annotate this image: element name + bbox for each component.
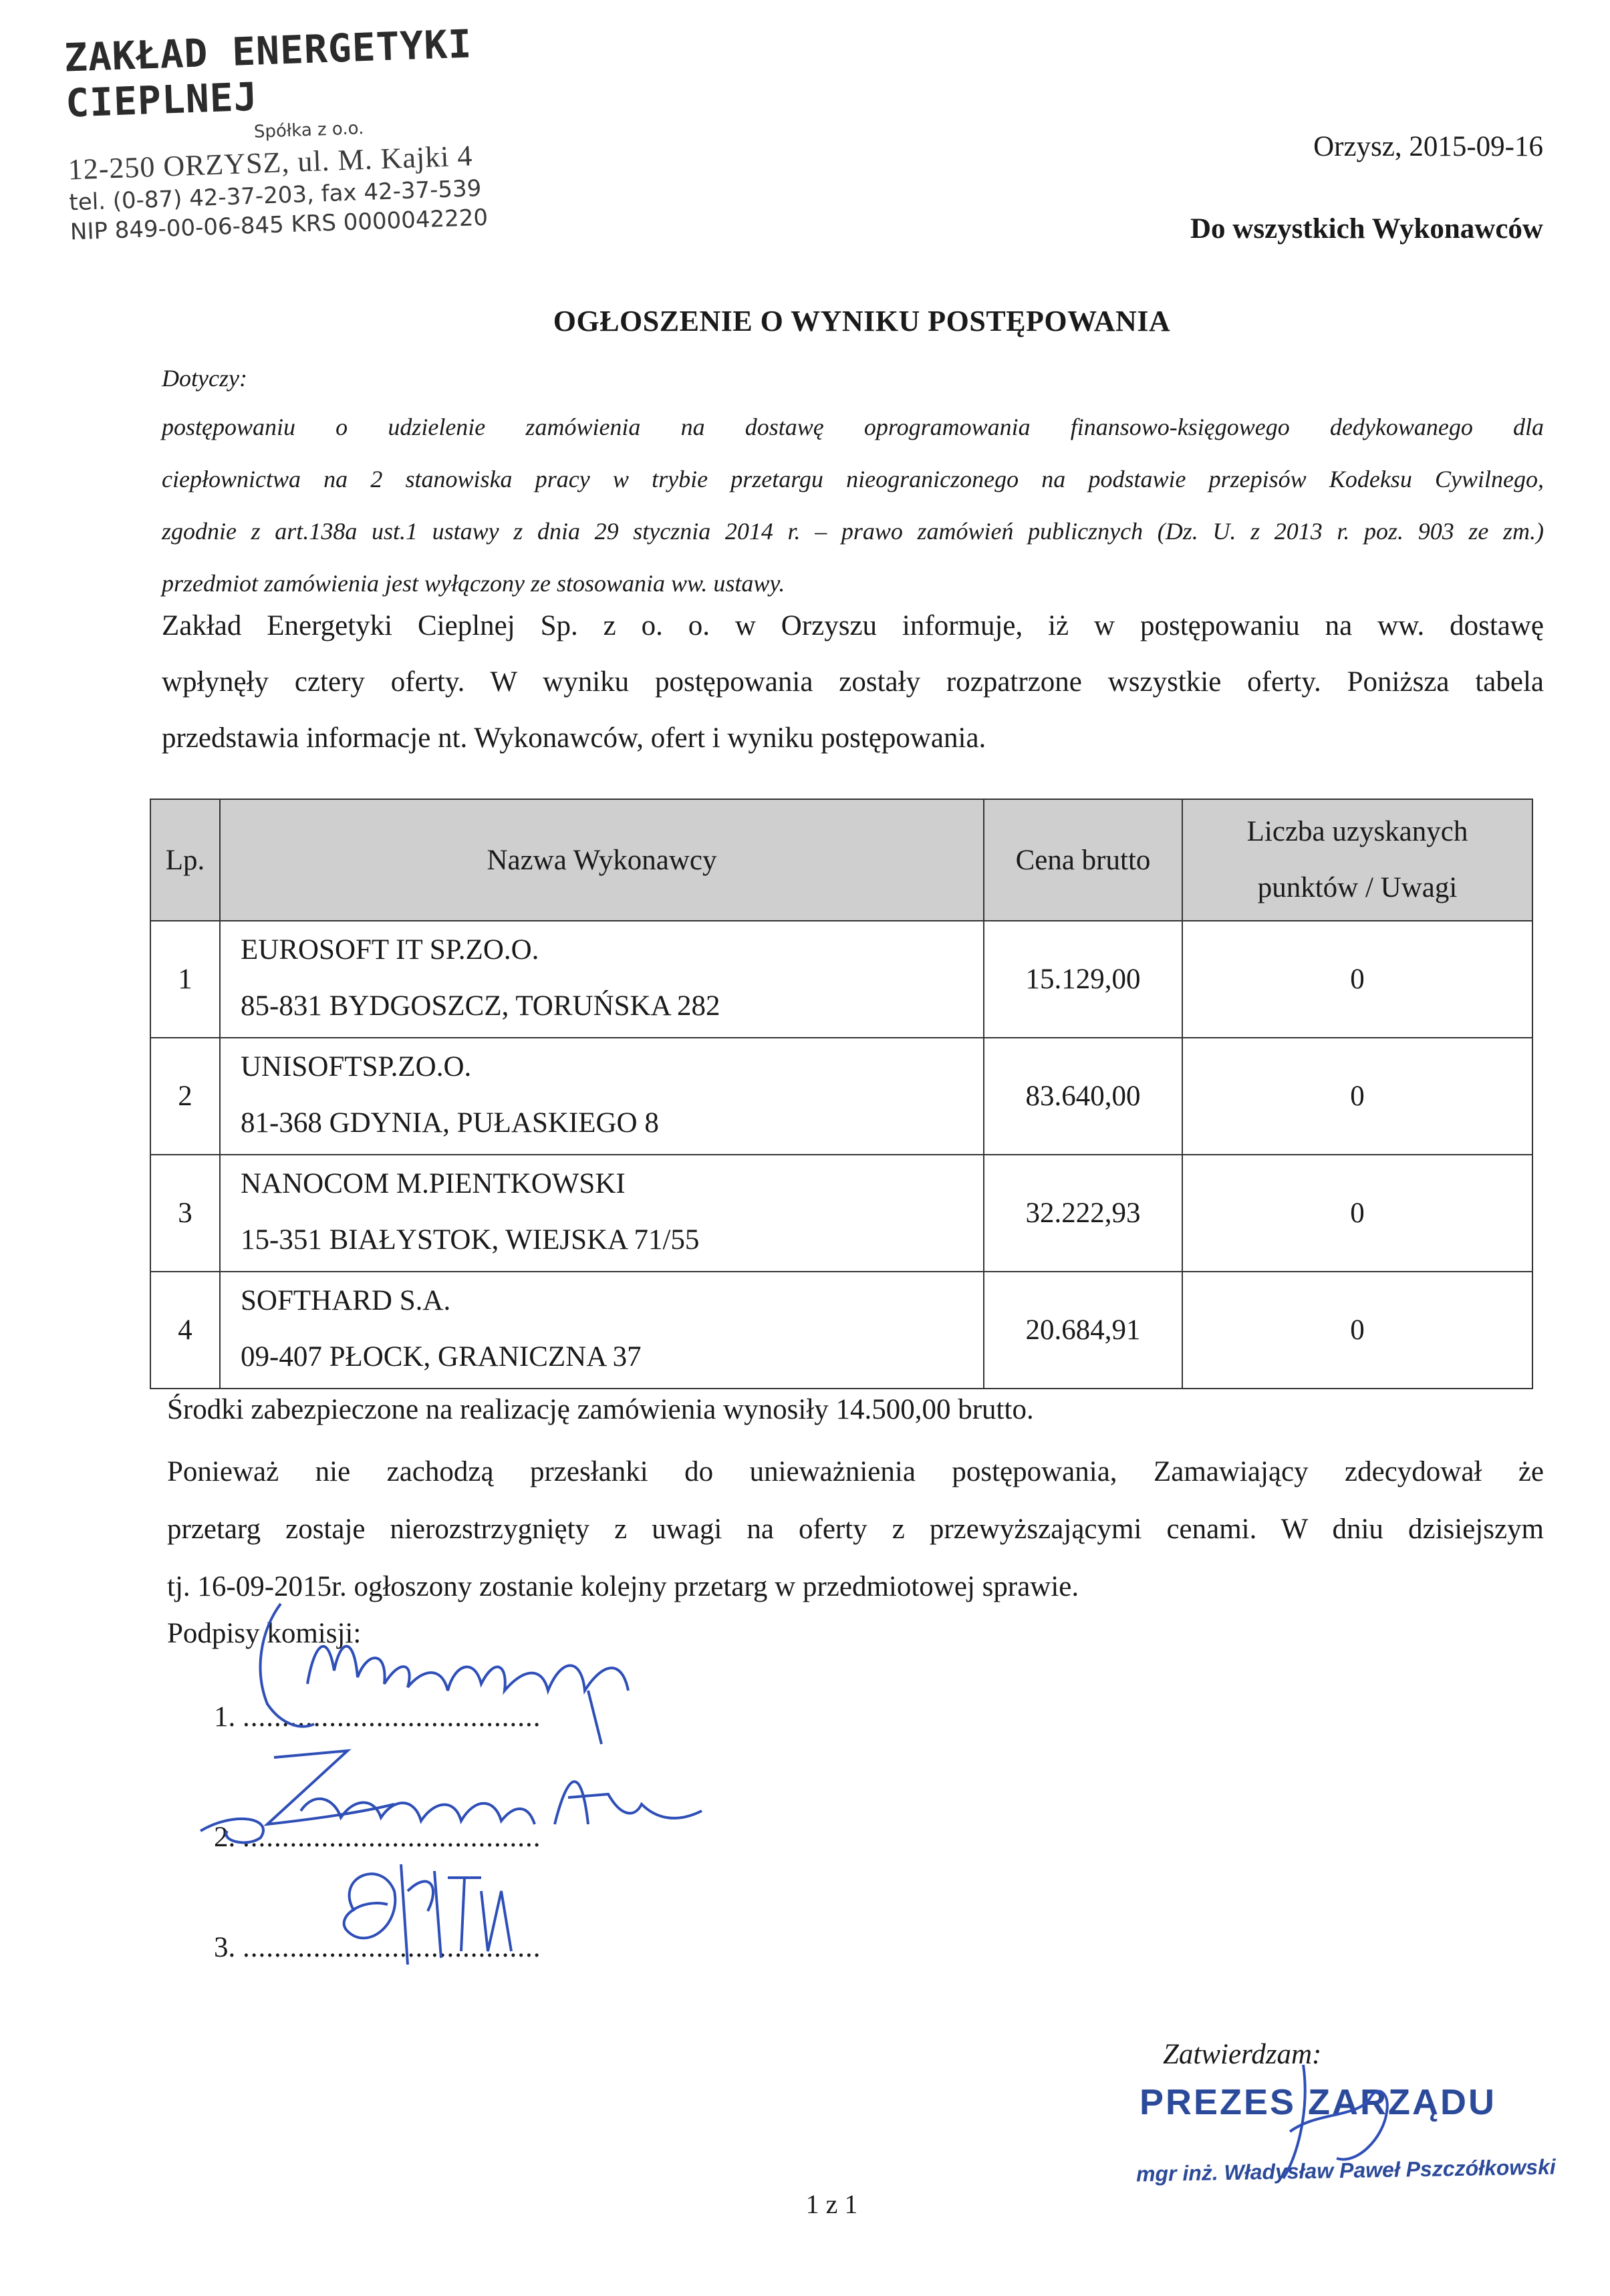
row-lp: 1 bbox=[150, 921, 220, 1038]
contractor-name: SOFTHARD S.A. bbox=[241, 1285, 451, 1316]
stamp-company-name: ZAKŁAD ENERGETYKI CIEPLNEJ bbox=[63, 21, 473, 126]
row-price: 83.640,00 bbox=[984, 1038, 1182, 1155]
intro-line: przedstawia informacje nt. Wykonawców, ofert i wyniku postępowania. bbox=[162, 722, 986, 754]
stamp-company-type: Spółka z o.o. bbox=[253, 118, 364, 142]
regarding-line: zgodnie z art.138a ust.1 ustawy z dnia 29 stycznia 2014 r. – prawo zamówień publicznych (Dz. U. z 2013 r. poz. 903 ze zm.) bbox=[162, 518, 1544, 545]
row-contractor bbox=[220, 1272, 984, 1389]
regarding-line: ciepłownictwa na 2 stanowiska pracy w trybie przetargu nieograniczonego na podstawie przepisów Kodeksu Cywilnego, bbox=[162, 466, 1544, 492]
header-points-line1: Liczba uzyskanych bbox=[1246, 816, 1468, 847]
header-lp: Lp. bbox=[150, 799, 220, 921]
decision-line: Ponieważ nie zachodzą przesłanki do unieważnienia postępowania, Zamawiający zdecydował że bbox=[167, 1456, 1544, 1487]
contractor-address: 09-407 PŁOCK, GRANICZNA 37 bbox=[241, 1341, 642, 1373]
row-points: 0 bbox=[1182, 1272, 1532, 1389]
contractor-address: 81-368 GDYNIA, PUŁASKIEGO 8 bbox=[241, 1107, 659, 1139]
handwritten-signature-1 bbox=[241, 1590, 708, 1751]
row-points: 0 bbox=[1182, 921, 1532, 1038]
row-lp: 4 bbox=[150, 1272, 220, 1389]
document-title: OGŁOSZENIE O WYNIKU POSTĘPOWANIA bbox=[553, 305, 1171, 337]
row-lp: 2 bbox=[150, 1038, 220, 1155]
intro-paragraph bbox=[162, 598, 1544, 766]
header-price: Cena brutto bbox=[984, 799, 1182, 921]
funds-statement: Środki zabezpieczone na realizację zamówienia wynosiły 14.500,00 brutto. bbox=[167, 1394, 1034, 1425]
handwritten-signature-2 bbox=[194, 1731, 715, 1851]
president-stamp-name: mgr inż. Władysław Paweł Pszczółkowski bbox=[1135, 2154, 1557, 2186]
row-lp: 3 bbox=[150, 1155, 220, 1272]
contractor-name: NANOCOM M.PIENTKOWSKI bbox=[241, 1168, 626, 1199]
decision-line: tj. 16-09-2015r. ogłoszony zostanie kolejny przetarg w przedmiotowej sprawie. bbox=[167, 1571, 1079, 1602]
stamp-ids: NIP 849-00-06-845 KRS 0000042220 bbox=[70, 204, 489, 246]
document-date: Orzysz, 2015-09-16 bbox=[1313, 131, 1543, 162]
row-points: 0 bbox=[1182, 1155, 1532, 1272]
intro-line: wpłynęły cztery oferty. W wyniku postępowania zostały rozpatrzone wszystkie oferty. Poniższa tabela bbox=[162, 666, 1544, 698]
handwritten-signature-3 bbox=[327, 1851, 541, 1978]
president-stamp-title: PREZES ZARZĄDU bbox=[1139, 2082, 1497, 2122]
row-points: 0 bbox=[1182, 1038, 1532, 1155]
regarding-text bbox=[162, 401, 1544, 609]
row-price: 15.129,00 bbox=[984, 921, 1182, 1038]
signature-number: 1. bbox=[214, 1701, 236, 1733]
row-price: 20.684,91 bbox=[984, 1272, 1182, 1389]
contractor-name: EUROSOFT IT SP.ZO.O. bbox=[241, 934, 539, 966]
table-header-row bbox=[150, 799, 1532, 921]
regarding-label: Dotyczy: bbox=[162, 365, 247, 392]
signature-number: 2. bbox=[214, 1822, 236, 1853]
decision-line: przetarg zostaje nierozstrzygnięty z uwagi na oferty z przewyższającymi cenami. W dniu dzisiejszym bbox=[167, 1514, 1544, 1545]
header-points bbox=[1182, 799, 1532, 921]
row-contractor bbox=[220, 1155, 984, 1272]
table-row bbox=[150, 1038, 1532, 1155]
row-contractor bbox=[220, 1038, 984, 1155]
regarding-line: przedmiot zamówienia jest wyłączony ze stosowania ww. ustawy. bbox=[162, 570, 785, 597]
stamp-address: 12-250 ORZYSZ, ul. M. Kajki 4 bbox=[67, 139, 474, 186]
row-contractor bbox=[220, 921, 984, 1038]
row-price: 32.222,93 bbox=[984, 1155, 1182, 1272]
table-row bbox=[150, 1155, 1532, 1272]
signature-dots: ...................................... bbox=[243, 1822, 541, 1853]
signatures-label: Podpisy komisji: bbox=[167, 1618, 362, 1649]
page-number: 1 z 1 bbox=[805, 2189, 858, 2219]
recipient: Do wszystkich Wykonawców bbox=[1190, 213, 1543, 245]
table-row bbox=[150, 921, 1532, 1038]
signature-dots: ...................................... bbox=[243, 1701, 541, 1733]
contractor-name: UNISOFTSP.ZO.O. bbox=[241, 1051, 472, 1083]
contractor-address: 85-831 BYDGOSZCZ, TORUŃSKA 282 bbox=[241, 990, 720, 1022]
approval-label: Zatwierdzam: bbox=[1163, 2039, 1322, 2070]
signature-number: 3. bbox=[214, 1932, 236, 1963]
company-stamp bbox=[63, 19, 552, 246]
table-row bbox=[150, 1272, 1532, 1389]
intro-line: Zakład Energetyki Cieplnej Sp. z o. o. w Orzyszu informuje, iż w postępowaniu na ww. dostawę bbox=[162, 610, 1544, 641]
header-name: Nazwa Wykonawcy bbox=[220, 799, 984, 921]
offers-table bbox=[150, 799, 1533, 1389]
regarding-line: postępowaniu o udzielenie zamówienia na dostawę oprogramowania finansowo-księgowego dedykowanego dla bbox=[162, 414, 1544, 440]
signature-dots: ...................................... bbox=[243, 1932, 541, 1963]
stamp-phone: tel. (0-87) 42-37-203, fax 42-37-539 bbox=[68, 174, 482, 217]
header-points-line2: punktów / Uwagi bbox=[1257, 872, 1458, 903]
contractor-address: 15-351 BIAŁYSTOK, WIEJSKA 71/55 bbox=[241, 1224, 700, 1256]
